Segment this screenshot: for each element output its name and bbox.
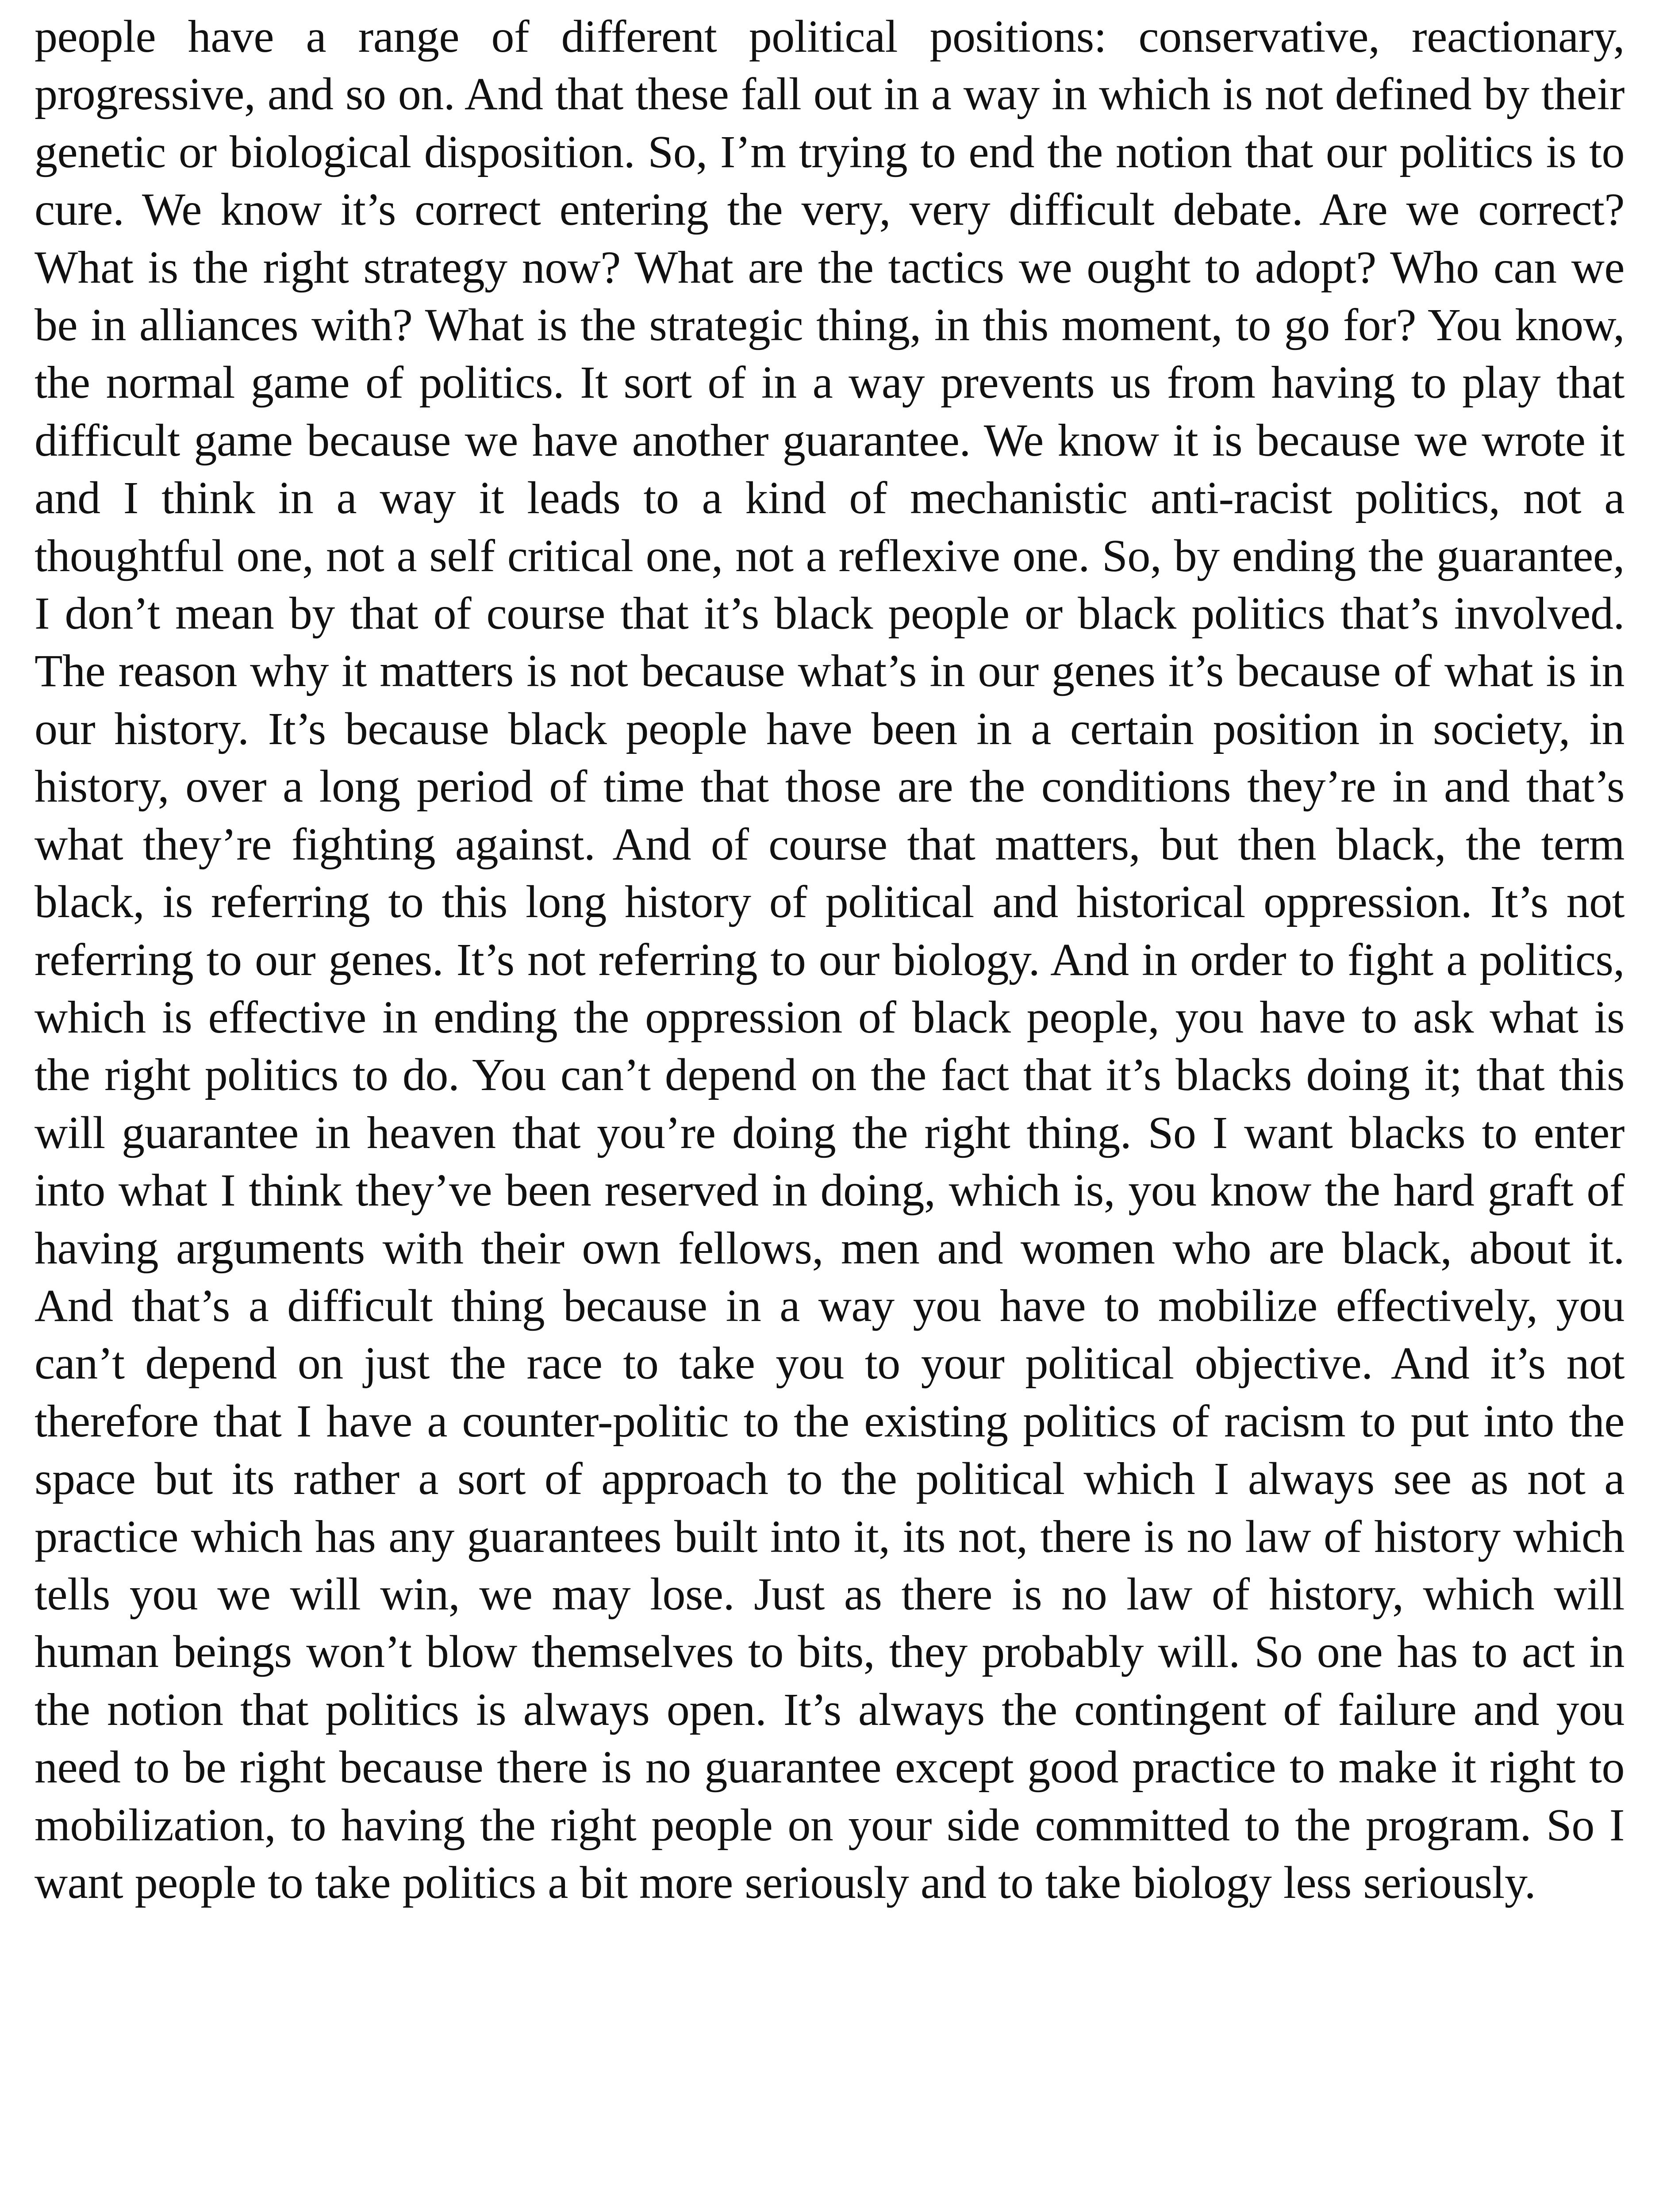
transcript-body-text: people have a range of different political positions: conservative, reactionary, progressive, and so on. And that these fall out in a way in which is not defined by their genetic or biological disposition. So, I’m trying to end the notion that our politics is to cure. We know it’s correct entering the very, very difficult debate. Are we correct? What is the right strategy now? What are the tactics we ought to adopt? Who can we be in alliances with? What is the strategic thing, in this moment, to go for? You know, the normal game of politics. It sort of in a way prevents us from having to play that difficult game because we have another guarantee. We know it is because we wrote it and I think in a way it leads to a kind of mechanistic anti-racist politics, not a thoughtful one, not a self critical one, not a reflexive one. So, by ending the guarantee, I don’t mean by that of course that it’s black people or black politics that’s involved. The reason why it matters is not because what’s in our genes it’s because of what is in our history. It’s because black people have been in a certain position in society, in history, over a long period of time that those are the conditions they’re in and that’s what they’re fighting against. And of course that matters, but then black, the term black, is referring to this long history of political and historical oppression. It’s not referring to our genes. It’s not referring to our biology. And in order to fight a politics, which is effective in ending the oppression of black people, you have to ask what is the right politics to do. You can’t depend on the fact that it’s blacks doing it; that this will guarantee in heaven that you’re doing the right thing. So I want blacks to enter into what I think they’ve been reserved in doing, which is, you know the hard graft of having arguments with their own fellows, men and women who are black, about it. And that’s a difficult thing because in a way you have to mobilize effectively, you can’t depend on just the race to take you to your political objective. And it’s not therefore that I have a counter-politic to the existing politics of racism to put into the space but its rather a sort of approach to the political which I always see as not a practice which has any guarantees built into it, its not, there is no law of history which tells you we will win, we may lose. Just as there is no law of history, which will human beings won’t blow themselves to bits, they probably will. So one has to act in the notion that politics is always open. It’s always the contingent of failure and you need to be right because there is no guarantee except good practice to make it right to mobilization, to having the right people on your side committed to the program. So I want people to take politics a bit more seriously and to take biology less seriously. [35,11,1624,1908]
